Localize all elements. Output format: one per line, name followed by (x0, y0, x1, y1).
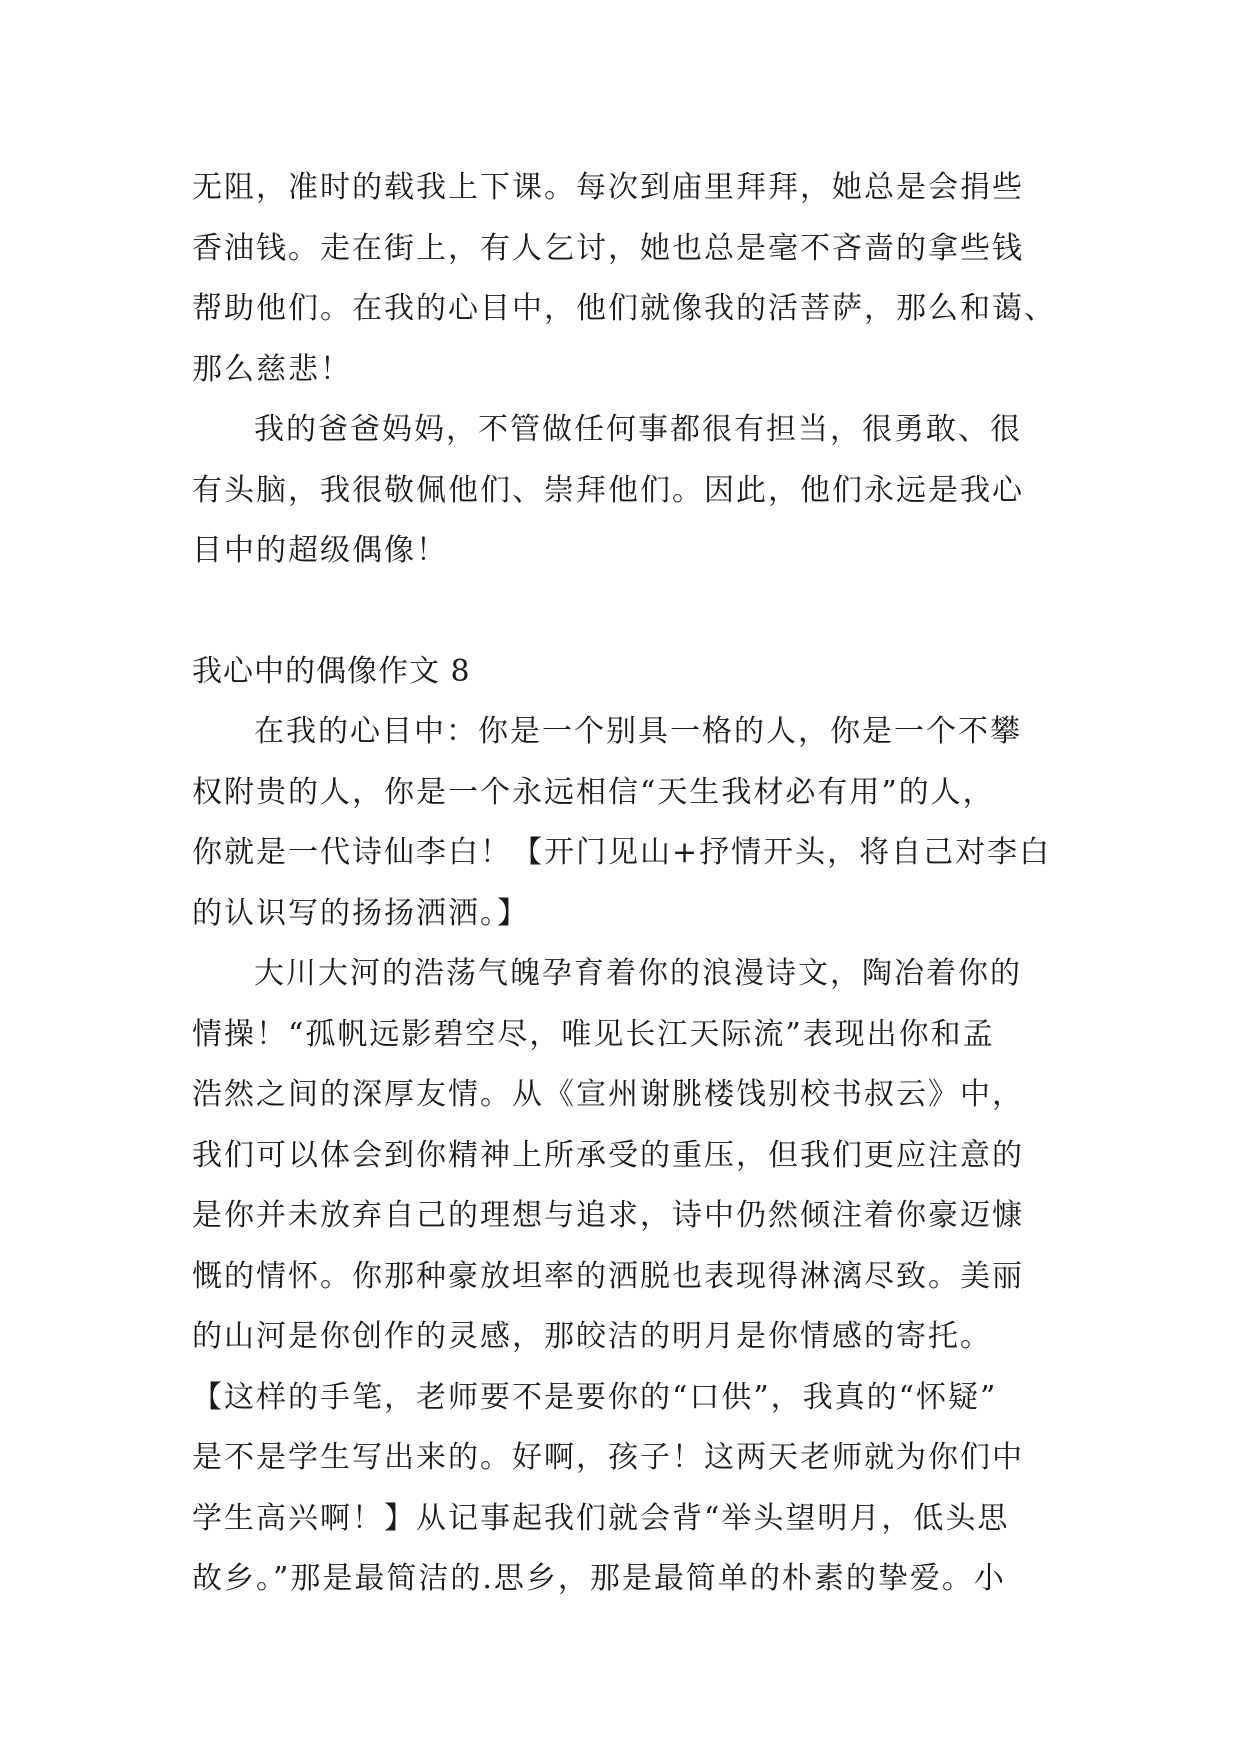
text-line: 是不是学生写出来的。好啊，孩子！这两天老师就为你们中 (192, 1440, 1024, 1475)
text-line: 大川大河的浩荡气魄孕育着你的浪漫诗文，陶冶着你的 (254, 956, 1022, 991)
text-line: 那么慈悲！ (192, 351, 352, 387)
text-line: 是你并未放弃自己的理想与追求，诗中仍然倾注着你豪迈慷 (192, 1198, 1024, 1233)
text-line: 我的爸爸妈妈，不管做任何事都很有担当，很勇敢、很 (254, 412, 1022, 447)
paragraph (192, 400, 1052, 582)
text-line: 香油钱。走在街上，有人乞讨，她也总是毫不吝啬的拿些钱 (192, 230, 1024, 266)
text-line: 有头脑，我很敬佩他们、崇拜他们。因此，他们永远是我心 (192, 472, 1024, 508)
text-line: 帮助他们。在我的心目中，他们就像我的活菩萨，那么和蔼、 (192, 291, 1056, 326)
text-line: 慨的情怀。你那种豪放坦率的洒脱也表现得淋漓尽致。美丽 (192, 1258, 1024, 1294)
document-body (192, 158, 1056, 1610)
text-line: 情操！“孤帆远影碧空尽，唯见长江天际流”表现出你和孟 (192, 1016, 995, 1052)
section-spacer (192, 582, 1052, 642)
text-line: 我们可以体会到你精神上所承受的重压，但我们更应注意的 (192, 1137, 1024, 1173)
paragraph (192, 944, 1052, 1610)
essay-heading: 我心中的偶像作文 8 (192, 653, 471, 689)
text-line: 目中的超级偶像！ (192, 533, 448, 568)
text-line: 在我的心目中：你是一个别具一格的人，你是一个不攀 (254, 714, 1022, 749)
text-line: 学生高兴啊！】从记事起我们就会背“举头望明月，低头思 (192, 1500, 1010, 1536)
text-line: 【这样的手笔，老师要不是要你的“口供”，我真的“怀疑” (192, 1379, 998, 1415)
text-line: 你就是一代诗仙李白！【开门见山+抒情开头，将自己对李白 (192, 835, 1052, 870)
text-line: 无阻，准时的载我上下课。每次到庙里拜拜，她总是会捐些 (192, 170, 1024, 205)
text-line: 的山河是你创作的灵感，那皎洁的明月是你情感的寄托。 (192, 1319, 992, 1354)
paragraph (192, 158, 1056, 400)
text-line: 权附贵的人，你是一个永远相信“天生我材必有用”的人， (192, 774, 995, 810)
text-line: 的认识写的扬扬洒洒。】 (192, 895, 529, 931)
text-line: 故乡。”那是最简洁的.思乡，那是最简单的朴素的挚爱。小 (192, 1561, 1006, 1596)
paragraph (192, 702, 1052, 944)
text-line: 浩然之间的深厚友情。从《宣州谢朓楼饯别校书叔云》中， (192, 1077, 1024, 1112)
